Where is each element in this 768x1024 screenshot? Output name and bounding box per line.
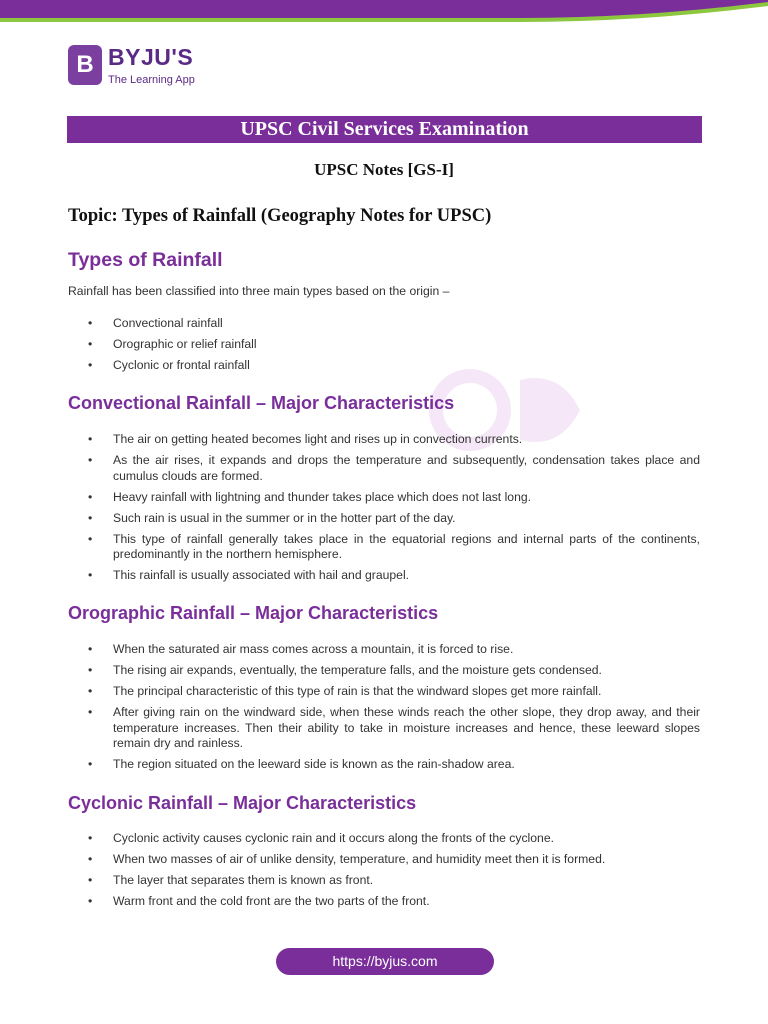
topic-title: Topic: Types of Rainfall (Geography Notes for UPSC) <box>68 206 492 226</box>
list-item: • Orographic or relief rainfall <box>88 337 257 351</box>
orographic-list <box>0 642 700 778</box>
list-item: • Cyclonic or frontal rainfall <box>88 358 250 372</box>
list-item: • When the saturated air mass comes across a mountain, it is forced to rise. <box>88 642 514 656</box>
list-item: • Heavy rainfall with lightning and thunder takes place which does not last long. <box>88 489 532 504</box>
list-item: • When two masses of air of unlike density, temperature, and humidity meet then it is formed. <box>88 852 606 866</box>
types-list <box>0 316 700 379</box>
list-item: • The region situated on the leeward side is known as the rain-shadow area. <box>88 757 515 771</box>
section-heading-cyclonic: Cyclonic Rainfall – Major Characteristics <box>68 793 417 813</box>
types-intro: Rainfall has been classified into three main types based on the origin – <box>68 284 450 298</box>
list-item: • Such rain is usual in the summer or in the hotter part of the day. <box>88 510 456 525</box>
list-item: • The air on getting heated becomes light and rises up in convection currents. <box>88 432 523 446</box>
cyclonic-list <box>0 831 700 915</box>
list-item: • The layer that separates them is known as front. <box>88 873 374 887</box>
section-heading-orographic: Orographic Rainfall – Major Characteristics <box>68 603 439 623</box>
logo-badge-letter: B <box>76 51 94 78</box>
list-item: • The rising air expands, eventually, the temperature falls, and the moisture gets condensed. <box>88 663 602 677</box>
section-heading-convectional: Convectional Rainfall – Major Characteristics <box>68 393 455 413</box>
list-item: • Cyclonic activity causes cyclonic rain and it occurs along the fronts of the cyclone. <box>88 831 554 845</box>
list-item: • Convectional rainfall <box>88 316 223 330</box>
list-item: • The principal characteristic of this type of rain is that the windward slopes get more rainfall. <box>88 684 602 698</box>
list-item: • Warm front and the cold front are the two parts of the front. <box>88 894 430 908</box>
header-band <box>0 0 768 22</box>
byjus-logo <box>68 44 195 86</box>
logo-name: BYJU'S <box>108 44 194 70</box>
list-item: • This type of rainfall generally takes place in the equatorial regions and internal parts of the continents, predominantly in the northern hemisphere. <box>88 531 700 561</box>
list-item: • As the air rises, it expands and drops the temperature and subsequently, condensation takes place and cumulus clouds are formed. <box>88 453 700 483</box>
footer-url-link[interactable]: https://byjus.com <box>276 948 494 975</box>
notes-subtitle: UPSC Notes [GS-I] <box>314 160 454 179</box>
list-item: • After giving rain on the windward side, when these winds reach the other slope, they drop away, and their temperature increases. Then their ability to take in moisture increases and hence, these leeward slopes remain dry and rainless. <box>88 705 700 750</box>
convectional-list <box>0 432 700 589</box>
exam-banner: UPSC Civil Services Examination <box>67 116 702 143</box>
section-heading-types: Types of Rainfall <box>68 249 223 271</box>
logo-badge-icon <box>68 45 102 85</box>
logo-tagline: The Learning App <box>108 74 195 86</box>
list-item: • This rainfall is usually associated with hail and graupel. <box>88 568 410 582</box>
